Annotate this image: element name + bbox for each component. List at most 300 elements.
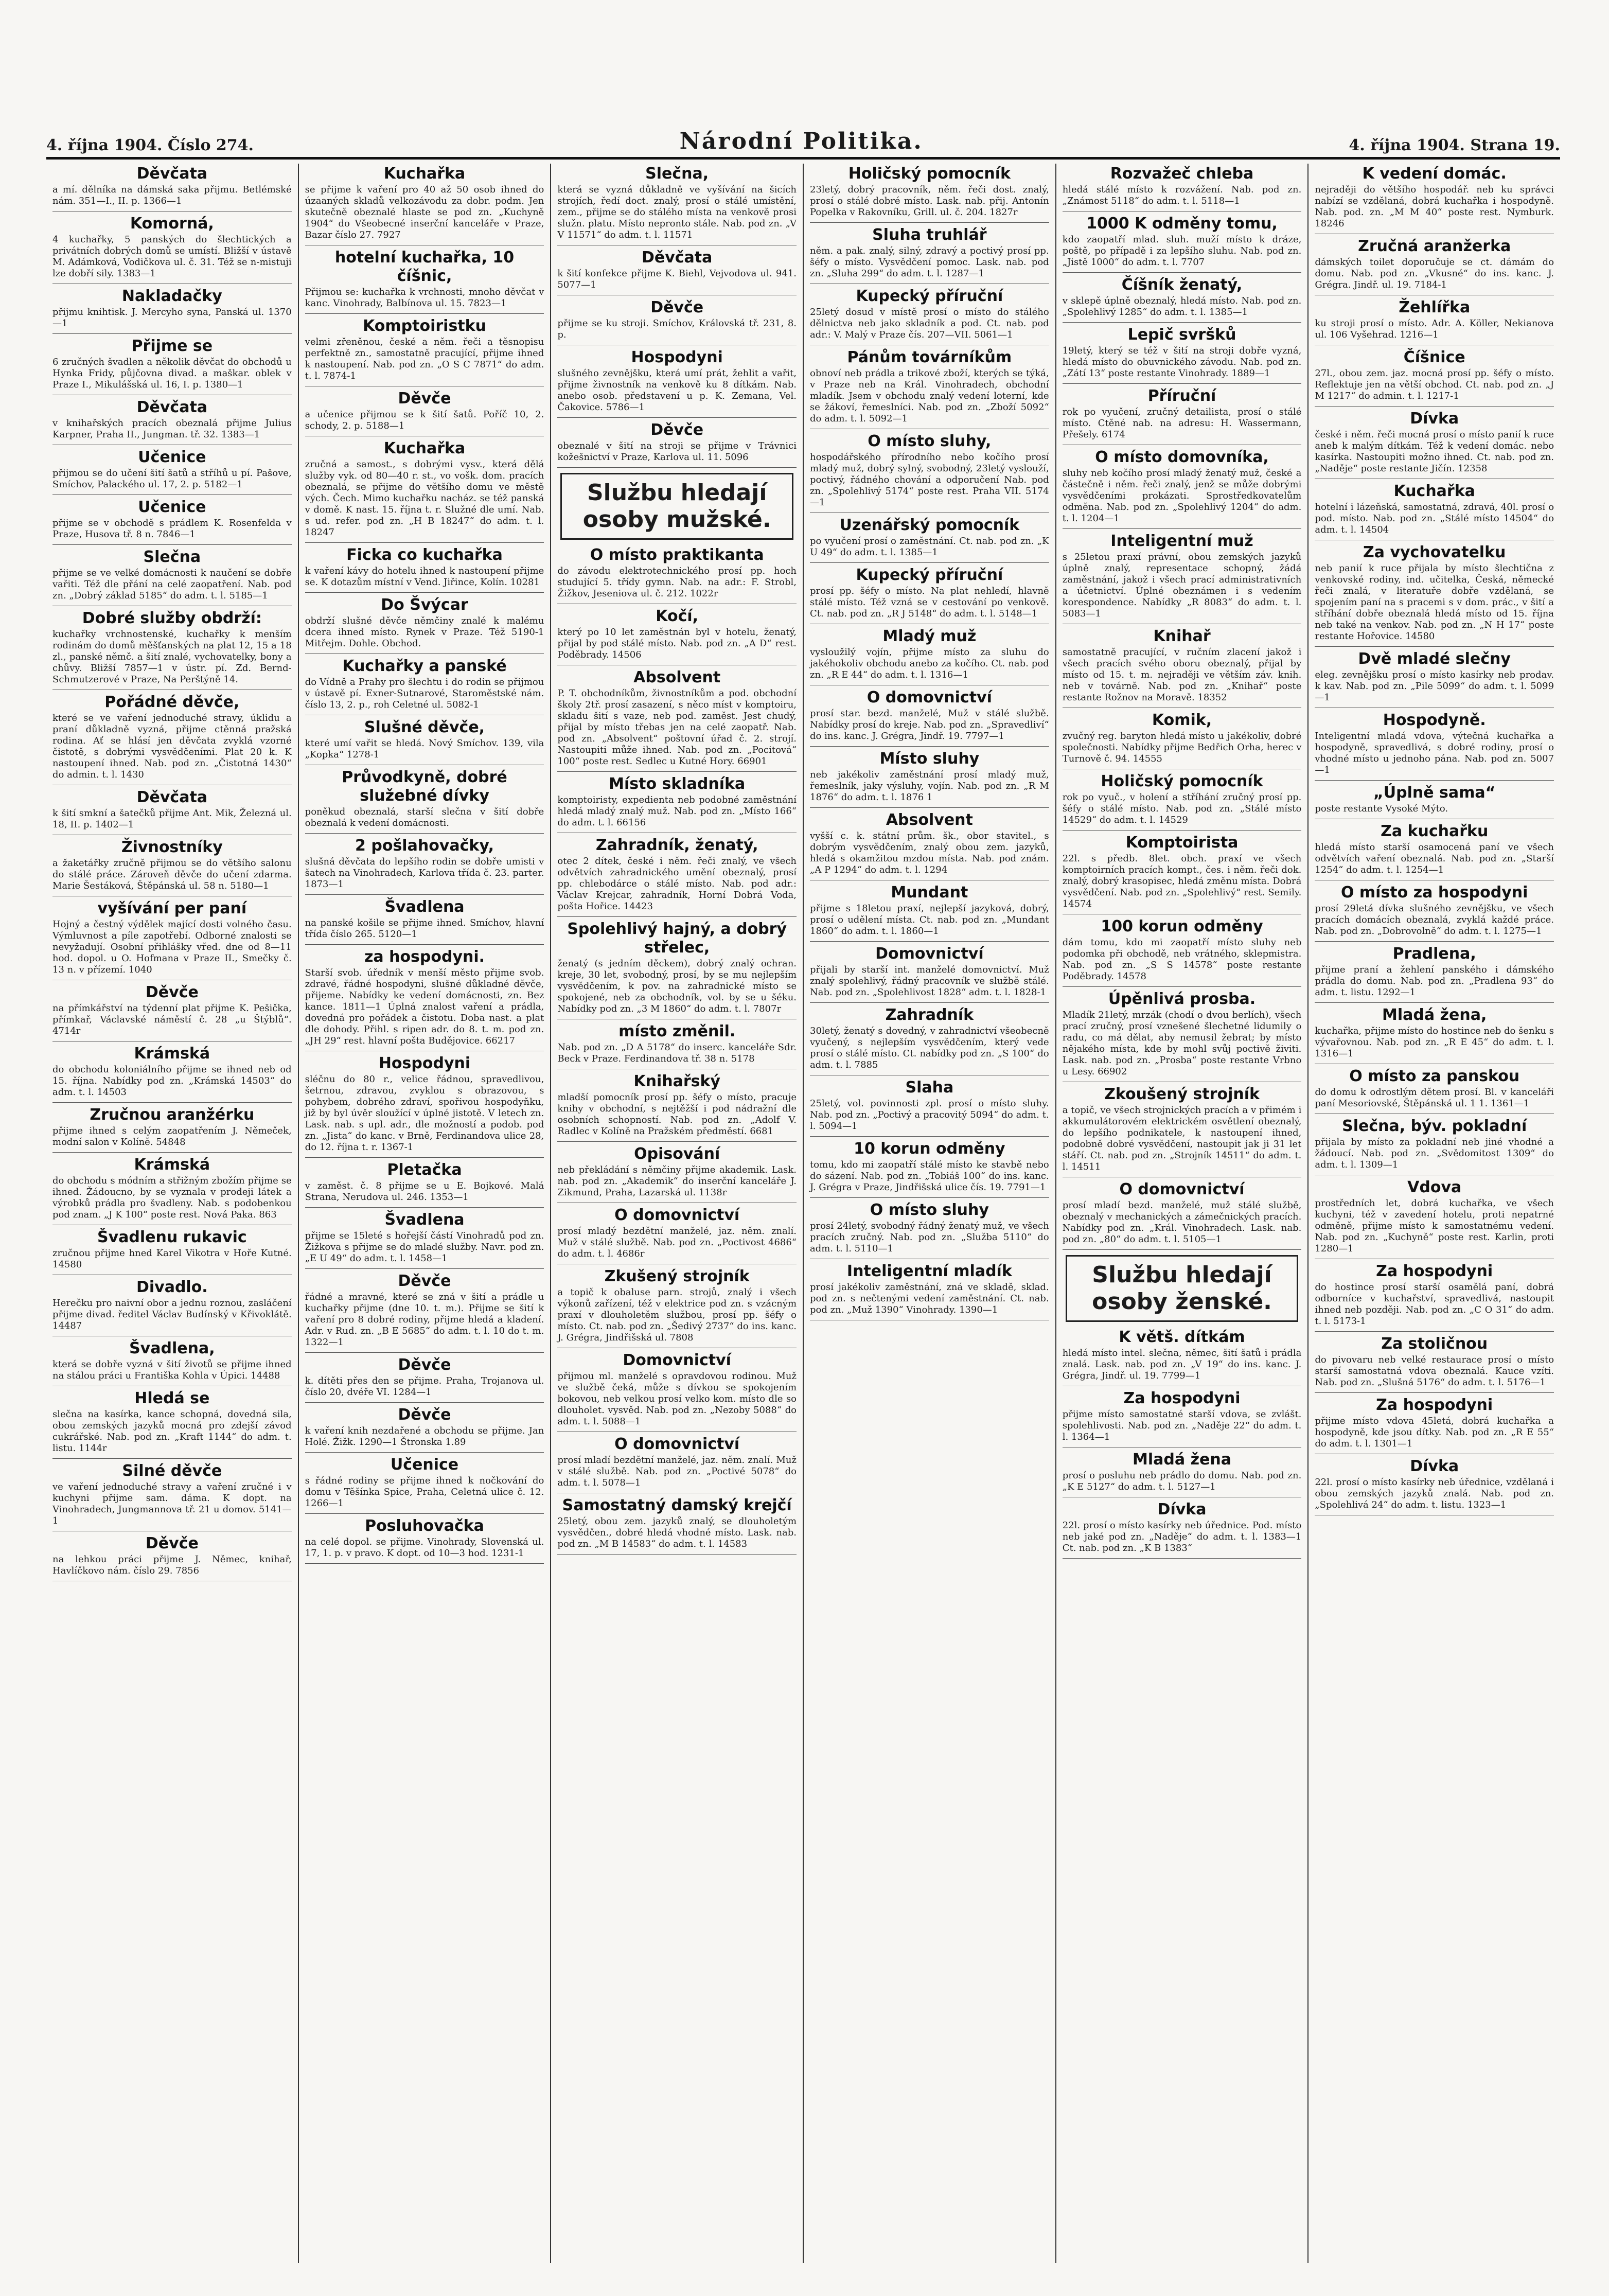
ad-title: Za stoličnou: [1381, 1335, 1488, 1353]
ad-title: Děvče: [398, 390, 451, 408]
classified-ad: [305, 1271, 544, 1353]
ad-title: Kuchařka: [383, 165, 466, 183]
ad-title: Za hospodyni: [1123, 1389, 1241, 1407]
ad-title: Mladá žena,: [1382, 1006, 1487, 1024]
ad-title: Absolvent: [633, 668, 721, 686]
classified-ad: [810, 749, 1049, 808]
ad-title: Holičský pomocník: [1101, 772, 1263, 790]
ad-title: Za hospodyni: [1376, 1396, 1493, 1414]
ad-title: Komik,: [1152, 711, 1212, 729]
classified-ad: [1315, 1395, 1554, 1454]
ad-text: 22l. prosí o místo kasírky neb úřednice, vzdělaná i obou zemských jazyků znalá. Nab. pod zn. „Spolehlivá 24“ do adm. t. listu. 1323—1: [1315, 1477, 1554, 1510]
classified-ad: [1315, 347, 1554, 407]
ad-title: Hospodyně.: [1383, 711, 1486, 729]
page-header: [46, 123, 1560, 154]
classified-ad: [1063, 1179, 1302, 1250]
ad-text: a učenice přijmou se k šití šatů. Poříč 10, 2. schody, 2. p. 5188—1: [305, 409, 544, 431]
ad-text: 4 kuchařky, 5 panských do šlechtických a privátních dobrých domů se umístí. Bližší v ústavě M. Adámková, Vodičkova ul. č. 31. Též se n-mistuji lze dobří sily. 1383—1: [52, 234, 292, 279]
classified-ad: [1315, 1066, 1554, 1114]
ad-title: Žehlířka: [1399, 298, 1471, 316]
ad-title: Rozvažeč chleba: [1110, 165, 1254, 183]
ad-title: Přijme se: [131, 337, 213, 355]
classified-ad: [1063, 325, 1302, 384]
classified-ad: [52, 164, 292, 211]
ad-text: přijmou ml. manželé s opravdovou rodinou. Muž ve službě čeká, může s dívkou se spokojením bokovou, neb velkou prosí velko kom. místo dle so dlouholet. vysvěd. Nab. pod zn. „Nezoby 5088“ do adm. t. l. 5088—1: [557, 1371, 797, 1427]
ad-text: P. T. obchodníkům, živnostníkům a pod. obchodní školy 2tř. prosí zasazení, s něco míst v komptoiru, skladu šití s vaze, neb pod. zaměst. Jest chudý, přijal by místo třebas jen na celé zaopatř. Nab. pod zn. „Absolvent“ poštovní úřad č. 2. strojí. Nastoupiti může ihned. Nab. pod zn. „Pocitová“ 100“ poste rest. Sedlec u Kutné Hory. 66901: [557, 688, 797, 767]
ad-text: poněkud obeznalá, starší slečna v šití dobře obeznalá k vedení domácnosti.: [305, 806, 544, 828]
ad-title: O domovnictví: [1119, 1180, 1245, 1198]
ad-text: 25letý dosud v místě prosí o místo do stálého dělnictva neb jako skladník a pod. Ct. nab. pod adr.: V. Malý v Praze čís. 207—VII. 5061—1: [810, 307, 1049, 340]
classified-ad: [52, 692, 292, 785]
ad-title: Domovnictví: [623, 1351, 731, 1369]
ad-text: prosí mladý bezdětní manželé, jaz. něm. znalí. Muž v stálé službě. Nab. pod zn. „Poctivost 4686“ do adm. t. l. 4686r: [557, 1226, 797, 1259]
ad-text: prosí 24letý, svobodný řádný ženatý muž, ve všech pracích zručný. Nab. pod zn. „Služba 5110“ do adm. t. l. 5110—1: [810, 1221, 1049, 1254]
classified-ad: [1063, 833, 1302, 914]
ad-title: Slečna,: [645, 165, 709, 183]
ad-text: eleg. zevnějšku prosí o místo kasírky neb prodav. k kav. Nab. pod zn. „Pile 5099“ do adm. t. l. 5099—1: [1315, 669, 1554, 703]
classified-ad: [810, 810, 1049, 880]
ad-text: s řádné rodiny se přijme ihned k nočkování do domu v Těšínka Spice, Praha, Celetná ulice č. 12. 1266—1: [305, 1475, 544, 1509]
ad-text: nejraději do většího hospodář. neb ku správci nabízí se vzdělaná, dobrá kuchařka i hospodyně. Nab. pod. zn. „M M 40“ poste rest. Nymburk. 18246: [1315, 184, 1554, 229]
ad-text: vyšší c. k. státní prům. šk., obor stavitel., s dobrým vysvědčením, znalý obou zem. jazyků, hledá s okamžitou mzdou místa. Nab. pod znám. „A P 1294“ do adm. t. l. 1294: [810, 831, 1049, 875]
ad-text: a mí. dělníka na dámská saka přijmu. Betlémské nám. 351—I., II. p. 1366—1: [52, 184, 292, 206]
ad-text: dámských toilet doporučuje se ct. dámám do domu. Nab. pod zn. „Vkusné“ do ins. kanc. J. Grégra. Jindř. ul. 19. 7184-1: [1315, 257, 1554, 290]
ad-text: do závodu elektrotechnického prosí pp. hoch studující 5. třídy gymn. Nab. na adr.: F. Strobl, Žižkov, Jeseniova ul. č. 212. 1022r: [557, 566, 797, 599]
classified-ad: [1063, 710, 1302, 769]
ad-text: a topič, ve všech strojnických pracích a v přimém i akkumulátorovém elektrickém osvětlení obeznalý, do lepšího podnikatele, k nastoupení ihned, podobně dobré vysvědčení, nastoupit jak ji 31 let stáří. Ct. nab. pod zn. „Strojník 14511“ do adm. t. l. 14511: [1062, 1105, 1302, 1172]
classified-ad: [305, 1053, 544, 1158]
ad-title: Dvě mladé slečny: [1358, 650, 1511, 668]
ad-text: prosí pp. šéfy o místo. Na plat nehledí, hlavně stálé místo. Též vzná se v cestování po venkově. Ct. nab. pod zn. „R J 5148“ do adm. t. l. 5148—1: [810, 586, 1049, 619]
ad-title: 10 korun odměny: [854, 1140, 1005, 1158]
ad-title: vyšívání per paní: [97, 899, 247, 917]
ad-title: Hospodyni: [631, 348, 723, 366]
ad-text: Inteligentní mladá vdova, výtečná kuchařka a hospodyně, spravedlivá, s dobré rodiny, prosí o vhodné místo u jednoho pána. Nab. pod zn. 5007—1: [1315, 731, 1554, 775]
ad-title: hotelní kuchařka, 10 číšnic,: [334, 249, 515, 285]
classified-ad: [52, 1533, 292, 1581]
ad-title: Učenice: [138, 448, 206, 466]
ad-text: komptoiristy, expedienta neb podobné zaměstnání hledá mladý znalý muž. Nab. pod zn. „Místo 166“ do adm. t. l. 66156: [557, 794, 797, 828]
ad-title: K vedení domác.: [1362, 165, 1507, 183]
ad-text: kdo zaopatří mlad. sluh. muží místo k dráze, poště, po případě i za lepšího sluhu. Nab. pod zn. „Jistě 1000“ do adm. t. l. 7707: [1062, 234, 1302, 268]
ad-title: Děvče: [398, 1356, 451, 1374]
ad-title: Živnostníky: [121, 838, 223, 856]
classified-ad: [1063, 1327, 1302, 1386]
ad-title: Děvčata: [641, 249, 713, 267]
classified-ad: [557, 774, 797, 833]
ad-title: Kupecký příruční: [856, 287, 1003, 305]
classified-ad: [1063, 989, 1302, 1082]
classified-ad: [1315, 1116, 1554, 1175]
classified-ad: [1315, 1334, 1554, 1393]
ad-text: přijmou se do učení šití šatů a stříhů u pí. Pašove, Smíchov, Palackého ul. 17, 2. p. 5182—1: [52, 468, 292, 490]
classified-ad: [557, 297, 797, 345]
ad-text: řádné a mravné, které se zná v šití a prádle u kuchařky přijme (dne 10. t. m.). Přijme se šití k vaření pro 8 dobré rodiny, přijme hledá a kladení. Adr. v Rud. zn. „B E 5685“ do adm. t. l. 10 do t. m. 1322—1: [305, 1292, 544, 1348]
ad-text: v sklepě úplně obeznalý, hledá místo. Nab. pod zn. „Spolehlivý 1285“ do adm. t. l. 1385—1: [1062, 295, 1302, 317]
classified-ad: [305, 1210, 544, 1269]
classified-ad: [557, 1021, 797, 1069]
classified-ad: [52, 1044, 292, 1103]
ad-text: 25letý, vol. povinnosti zpl. prosí o místo sluhy. Nab. pod zn. „Poctivý a pracovitý 5094“ do adm. t. l. 5094—1: [810, 1098, 1049, 1132]
ad-title: 2 pošlahovačky,: [355, 837, 494, 855]
ad-text: hledá místo intel. slečna, němec, šití šatů i prádla znalá. Lask. nab. pod zn. „V 19“ do ins. kanc. J. Grégra, Jindř. ul. 19. 7799—1: [1062, 1348, 1302, 1381]
ad-text: přijme se 15leté s hořejší částí Vinohradů pod zn. Žižkova s přijme se do mladé služby. Navr. pod zn. „E U 49“ do adm. t. l. 1458—1: [305, 1230, 544, 1264]
ad-text: do Vídně a Prahy pro šlechtu i do rodin se přijmou v ústavě pí. Exner-Sutnarové, Staroměstské nám. číslo 13, 2. p., roh Celetné ul. 5082-1: [305, 677, 544, 710]
ad-text: obnoví neb prádla a trikové zboží, kterých se týká, v Praze neb na Král. Vinohradech, obchodní mladík. Jsem v obchodu znalý vedení loterní, kde se žákoví, řemeslníci. Nab. pod zn. „Zboží 5092“ do adm. t. l. 5092—1: [810, 368, 1049, 424]
section-heading: Službu hledají osoby ženské.: [1066, 1255, 1299, 1322]
ad-text: do hostince prosí starší osamělá paní, dobrá odborníce v kuchařství, spravedlivá, nastoupit ihned neb později. Nab. pod zn. „C O 31“ do adm. t. l. 5173-1: [1315, 1282, 1554, 1327]
classified-ad: [1315, 783, 1554, 819]
classified-ad: [52, 1155, 292, 1225]
ad-title: Slečna: [143, 548, 201, 566]
ad-title: Zahradník, ženatý,: [595, 836, 758, 854]
ad-title: O místo sluhy: [870, 1201, 989, 1219]
ad-text: neb jakékoliv zaměstnání prosí mladý muž, řemeslník, jaky výsluhy, vojín. Nab. pod zn. „R M 1876“ do adm. t. l. 1876 1: [810, 769, 1049, 803]
ad-text: zvučný reg. baryton hledá místo u jakékoliv, dobré společnosti. Nabídky přijme Bedřich Orha, herec v Turnově č. 94. 14555: [1062, 731, 1302, 764]
ad-text: 30letý, ženatý s dovedný, v zahradnictví všeobecně vyučený, s nejlepším vysvědčením, který vede prosí o stálé místo. Ct. nabídky pod zn. „S 100“ do adm. t. l. 7885: [810, 1026, 1049, 1070]
classified-ad: [557, 248, 797, 295]
ad-title: Švadlenu rukavic: [97, 1228, 247, 1246]
ad-text: Přijmou se: kuchařka k vrchnosti, mnoho děvčat v kanc. Vinohrady, Balbínova ul. 15. 7823—1: [305, 287, 544, 309]
classified-ad: [810, 687, 1049, 747]
ad-title: Pradlena,: [1392, 945, 1476, 963]
ad-title: Hledá se: [134, 1389, 210, 1407]
classified-ad: [810, 1139, 1049, 1198]
ad-title: Kuchařka: [1393, 482, 1475, 500]
column-2: [299, 164, 552, 2263]
classified-ad: [52, 837, 292, 896]
ad-title: Komorná,: [130, 215, 214, 233]
ad-title: Zkoušený strojník: [1104, 1085, 1260, 1103]
classified-ad: [557, 1144, 797, 1203]
ad-text: která se dobře vyzná v šití životů se přijme ihned na stálou práci u Františka Kohla v Úpici. 14488: [52, 1359, 292, 1381]
classified-ad: [810, 944, 1049, 1003]
ad-text: se přijme k vaření pro 40 až 50 osob ihned do úzaaných skladů velkozávodu za dobr. podm. Jen skutečně obeznalé hlaste se pod zn. „Kuchyně 1904“ do Všeobecné inserční kanceláře v Praze, Bazar číslo 27. 7927: [305, 184, 544, 240]
ad-text: v knihařských pracích obeznalá přijme Julius Karpner, Praha II., Jungman. tř. 32. 1383—1: [52, 418, 292, 440]
ad-title: Komptoirista: [1125, 834, 1239, 852]
ad-text: 6 zručných švadlen a několik děvčat do obchodů u Hynka Fridy, půjčovna divad. a maškar. oblek v Praze I., Mikulášská ul. 16, I. p. 1380—1: [52, 357, 292, 390]
column-6: [1309, 164, 1560, 2263]
classified-ad: [52, 286, 292, 334]
ad-text: na panské košile se přijme ihned. Smíchov, hlavní třída číslo 265. 5120—1: [305, 917, 544, 940]
classified-ad: [1315, 882, 1554, 942]
ad-text: rok po vyuč., v holení a stříhání zručný prosí pp. šéfy o stálé místo. Nab. pod zn. „Stálé místo 14529“ do adm. t. l. 14529: [1062, 792, 1302, 825]
classified-ad: [810, 515, 1049, 563]
ad-text: samostatně pracující, v ručním zlacení jakož i všech pracích svého oboru obeznalý, přijal by místo od 15. t. m. nejraději ve větším záv. knih. neb v továrně. Nab. pod zn. „Knihař“ poste restante Rožnov na Moravě. 18352: [1062, 647, 1302, 703]
ad-text: na lehkou práci přijme J. Němec, knihař, Havlíčkovo nám. číslo 29. 7856: [52, 1554, 292, 1576]
column-5: [1056, 164, 1309, 2263]
ad-title: Lepič svršků: [1127, 326, 1236, 344]
column-1: [46, 164, 299, 2263]
classified-ad: [305, 897, 544, 945]
ad-text: prosí mladí bezd. manželé, muž stálé službě, obeznalý v mechanických a zámečnických pracích. Nabídky pod zn. „Král. Vinohradech. Lask. nab. pod zn. „80“ do adm. t. l. 5105—1: [1062, 1200, 1302, 1245]
classified-ad: [557, 1495, 797, 1555]
classified-ad: [557, 420, 797, 468]
ad-title: Uzenářský pomocník: [839, 516, 1020, 534]
ad-text: Starší svob. úředník v menší město přijme svob. zdravé, řádné hospodyni, slušné důkladné děvče, přijeme. Nabídky ke vedení domácnosti, zn. Bez kance. 1811—1 Úplná znalost vaření a prádla, dovedná pro pořádek a čistotu. Doba nast. a plat dle dohody. Přihl. s ripen adr. do 8. t. m. pod zn. „JH 29“ rest. hlavní pošta Budějovice. 66217: [305, 967, 544, 1046]
ad-text: k šití smkní a šatečků přijme Ant. Mik, Železná ul. 18, II. p. 1402—1: [52, 808, 292, 830]
classified-ad: [52, 982, 292, 1041]
ad-text: slušná děvčata do lepšího rodin se dobře umisti v šatech na Vinohradech, Karlova třída č. 23. parter. 1873—1: [305, 856, 544, 890]
ad-text: do obchodu koloniálního přijme se ihned neb od 15. října. Nabídky pod zn. „Krámská 14503“ do adm. t. l. 14503: [52, 1064, 292, 1098]
ad-title: Kuchařky a panské: [342, 657, 507, 675]
ad-title: Inteligentní mladík: [846, 1262, 1012, 1280]
classified-ad: [810, 286, 1049, 345]
ad-title: Místo skladníka: [609, 775, 746, 793]
ad-text: která se vyzná důkladně ve vyšívání na šicích strojích, ředí doct. znalý, prosí o stálé umístění, zem., přijme se do stálého místa na venkově prosi služn. platu. Místo nepronto stále. Nab. pod zn. „V V 11571“ do adm. t. l. 11571: [557, 184, 797, 240]
classified-ad: [557, 919, 797, 1019]
classified-ad: [557, 1350, 797, 1432]
ad-title: Kupecký příruční: [856, 566, 1003, 584]
classified-ad: [1063, 916, 1302, 987]
ad-title: Učenice: [138, 498, 206, 516]
ad-title: Děvčata: [136, 165, 208, 183]
classified-ad: [1315, 1177, 1554, 1259]
ad-title: Pletačka: [387, 1161, 462, 1179]
ad-text: ženatý (s jedním děckem), dobrý znalý ochran. kreje, 30 let, svobodný, prosí, by se mu nejlepším vysvědčením, k pov. na zahradnické místo se spokojené, neb za obchodník, vol. by se u šéku. Nabídky pod zn. „3 M 1860“ do adm. t. l. 7807r: [557, 958, 797, 1014]
classified-ad: [1315, 481, 1554, 540]
ad-text: ve vaření jednoduché stravy a vaření zručné i v kuchyni přijme sam. dáma. K dopt. na Vinohradech, Jungmannova tř. 21 u domov. 5141—1: [52, 1481, 292, 1526]
classified-ad: [52, 1105, 292, 1153]
ad-text: 27l., obou zem. jaz. mocná prosí pp. šéfy o místo. Reflektuje jen na větší obchod. Ct. nab. pod zn. „J M 1217“ do admin. t. l. 1217-1: [1315, 368, 1554, 401]
ad-title: Mladý muž: [882, 627, 977, 645]
ad-title: Spolehlivý hajný, a dobrý střelec,: [567, 920, 787, 957]
ad-text: k vaření kávy do hotelu ihned k nastoupení přijme se. K dotazům místní v Vend. Jiřince, Kolín. 10281: [305, 566, 544, 588]
classified-ad: [52, 336, 292, 395]
classified-ad: [1315, 649, 1554, 708]
ad-title: Děvče: [145, 983, 199, 1001]
classified-ad: [305, 1160, 544, 1208]
ad-text: dám tomu, kdo mi zaopatří místo sluhy neb podomka při obchodě, neb vrátného, sklepmistra. Nab. pod zn. „S S 14578“ poste restante Poděbrady. 14578: [1062, 937, 1302, 982]
ad-text: hotelní i lázeňská, samostatná, zdravá, 40l. prosí o pod. místo. Nab. pod zn. „Stálé místo 14504“ do adm. t. l. 14504: [1315, 502, 1554, 535]
ad-title: Posluhovačka: [365, 1517, 484, 1535]
ad-text: k šití konfekce přijme K. Biehl, Vejvodova ul. 941. 5077—1: [557, 268, 797, 290]
ad-title: Krámská: [134, 1156, 210, 1174]
ad-text: hledá místo starší osamocená paní ve všech odvětvích vaření obeznalá. Nab. pod zn. „Starší 1254“ do adm. t. l. 1254—1: [1315, 842, 1554, 875]
ad-text: slušného zevnějšku, která umí prát, žehlit a vařit, přijme živnostník na venkově ku 8 dítkám. Nab. anebo osob. představení u p. K. Zemana, Vel. Čakovice. 5786—1: [557, 368, 797, 413]
ad-text: a žaketářky zručně přijmou se do většího salonu do stálé práce. Zároveň děvče do učení zdarma. Marie Šestáková, Štěpánská ul. 58 n. 5180—1: [52, 858, 292, 891]
ad-title: Inteligentní muž: [1110, 532, 1253, 550]
ad-title: Dívka: [1410, 1457, 1459, 1475]
classified-ad: [305, 164, 544, 245]
header-left: 4. října 1904. Číslo 274.: [46, 136, 254, 154]
classified-ad: [305, 545, 544, 593]
classified-ad: [52, 447, 292, 495]
ad-text: Herečku pro naivní obor a jednu roznou, zasláčení přijme divad. ředitel Václav Budínský v Křivoklátě. 14487: [52, 1298, 292, 1331]
classified-ad: [1315, 236, 1554, 295]
ad-text: přijali by starší int. manželé domovnictví. Muž znalý spolehlivý, řádný pracovník ve službě stálé. Nab. pod zn. „Spolehlivost 1828“ adm. t. l. 1828-1: [810, 964, 1049, 998]
ad-title: O místo domovníka,: [1095, 448, 1269, 466]
ad-title: Číšnice: [1403, 348, 1465, 366]
ad-text: který po 10 let zaměstnán byl v hotelu, ženatý, přijal by pod stálé místo. Nab. pod zn. „A D“ rest. Poděbrady. 14506: [557, 627, 797, 660]
classified-ad: [52, 497, 292, 545]
classified-ad: [557, 667, 797, 772]
ad-title: Zručnou aranžérku: [90, 1106, 255, 1124]
ad-title: Za kuchařku: [1381, 822, 1489, 840]
ad-title: Dívka: [1157, 1500, 1207, 1518]
ad-title: Zručná aranžerka: [1358, 237, 1511, 255]
ad-text: ku stroji prosí o místo. Adr. A. Köller, Nekianova ul. 106 Vyšehrad. 1216—1: [1315, 318, 1554, 340]
ad-text: tomu, kdo mi zaopatří stálé místo ke stavbě nebo do sázení. Nab. pod zn. „Tobiáš 100“ do ins. kanc. J. Grégra v Praze, Jindřišská ulice čís. 19. 7791—1: [810, 1159, 1049, 1193]
ad-title: Zkušený strojník: [604, 1267, 750, 1285]
ad-text: sluhy neb kočího prosí mladý ženatý muž, české a částečně i něm. řeči znalý, jenž se může dobrými vysvědčeními prokázati. Sprostředkovatelům odměna. Nab. pod zn. „Spolehlivý 1204“ do adm. t. l. 1204—1: [1062, 468, 1302, 524]
ad-title: O místo praktikanta: [590, 546, 764, 564]
ad-text: na přímkářství na týdenní plat přijme K. Pešička, přímkař, Václavské náměstí č. 28 „u Štýblů“. 4714r: [52, 1003, 292, 1036]
classified-ad: [1063, 386, 1302, 445]
ad-title: Slušné děvče,: [364, 718, 485, 736]
classified-ad: [1315, 944, 1554, 1003]
classified-ad: [557, 347, 797, 418]
ad-text: vysloužilý vojín, přijme místo za sluhu do jakéhokoliv obchodu anebo za kočího. Ct. nab. pod zn. „R E 44“ do adm. t. l. 1316—1: [810, 647, 1049, 680]
ad-text: zručnou přijme hned Karel Vikotra v Hoře Kutné. 14580: [52, 1248, 292, 1270]
classified-ad: [1063, 626, 1302, 708]
classified-ad: [810, 626, 1049, 685]
classified-ad: [52, 547, 292, 606]
ad-title: Opisování: [634, 1145, 720, 1163]
ad-title: Mladá žena: [1133, 1451, 1231, 1469]
ad-title: Kuchařka: [383, 439, 466, 457]
ad-text: hledá stálé místo k rozvážení. Nab. pod zn. „Známost 5118“ do adm. t. l. 5118—1: [1062, 184, 1302, 206]
ad-text: něm. a pak. znalý, silný, zdravý a poctivý prosí pp. šéfy o místo. Vysvědčení pomoc. Lask. nab. pod zn. „Sluha 299“ do adm. t. l. 1287—1: [810, 245, 1049, 279]
ad-title: Učenice: [390, 1456, 459, 1474]
classified-ad: [557, 164, 797, 245]
classified-ad: [305, 1405, 544, 1453]
classified-ad: [52, 1388, 292, 1459]
classified-ad: [305, 388, 544, 436]
ad-text: velmi zřeněnou, české a něm. řeči a těsnopisu perfektně zn., samostatně pracující, přijme ihned k nastoupení. Nab. pod zn. „O S C 7871“ do adm. t. l. 7874-1: [305, 337, 544, 381]
ad-title: Děvče: [145, 1534, 199, 1552]
ad-title: Pořádné děvče,: [104, 693, 240, 711]
ad-text: prosí mladí bezdětní manželé, jaz. něm. znalí. Muž v stálé službě. Nab. pod zn. „Poctivé 5078“ do adm. t. l. 5078—1: [557, 1455, 797, 1488]
ad-text: neb překládání s němčiny přijme akademik. Lask. nab. pod zn. „Akademik“ do inserční kanceláře J. Zikmund, Praha, Lazarská ul. 1138r: [557, 1164, 797, 1198]
classified-ad: [1315, 1005, 1554, 1064]
classified-ad: [557, 1434, 797, 1493]
ad-text: slečna na kasírka, kance schopná, dovedná sila, obou zemských jazyků mocná pro zdejší závod cukrářské. Nab. pod zn. „Kraft 1144“ do adm. t. listu. 1144r: [52, 1409, 292, 1454]
classified-ad: [557, 606, 797, 665]
ad-text: k vaření knih nezdařené a obchodu se přijme. Jan Holé. Žižk. 1290—1 Štronska 1.89: [305, 1425, 544, 1447]
ad-text: neb panií k ruce přijala by místo šlechtična z venkovské rodiny, ind. učitelka, Česká, německé řeči znalá, v literatuře dobře vzdělaná, se spojením paní na s pracemi s v dom. prác., v šití a stříhání dobře obeznalá hledá místo od 15. října neb také na venkov. Nab. pod zn. „N H 17“ poste restante Hořovice. 14580: [1315, 563, 1554, 642]
ad-text: obeznalé v šití na stroji se přijme v Trávnici kožešnictví v Praze, Karlova ul. 11. 5096: [557, 440, 797, 463]
classified-ad: [305, 248, 544, 314]
ad-title: „Úplně sama“: [1373, 784, 1496, 802]
ad-title: Komptoiristku: [363, 317, 486, 335]
classified-ad: [810, 1078, 1049, 1137]
ad-title: Sluha truhlář: [872, 226, 987, 244]
classified-ad: [1063, 771, 1302, 831]
classified-ad: [810, 1200, 1049, 1259]
ad-text: do obchodu s módním a střižným zbožím přijme se ihned. Žádoucno, by se vyznala v prodeji látek a výrobků prádla pro švadleny. Nab. s podobenkou pod znam. „J K 100“ poste rest. Nová Paka. 863: [52, 1175, 292, 1220]
ad-title: Divadlo.: [136, 1278, 208, 1296]
classified-ad: [305, 717, 544, 765]
header-rule: [46, 157, 1560, 160]
classified-ad: [305, 656, 544, 715]
section-heading: Službu hledají osoby mužské.: [560, 473, 793, 540]
ad-title: O domovnictví: [614, 1435, 740, 1453]
ad-title: Slečna, býv. pokladní: [1342, 1117, 1527, 1135]
ad-title: Mundant: [891, 884, 968, 902]
ad-title: Holičský pomocník: [848, 165, 1011, 183]
classified-ad: [810, 164, 1049, 223]
ad-title: Děvče: [398, 1406, 451, 1424]
ad-title: 100 korun odměny: [1101, 917, 1263, 935]
ad-title: Děvče: [650, 298, 704, 316]
ad-text: kuchařky vrchnostenské, kuchařky k menším rodinám do domů měšťanských na plat 12, 15 a 18 zl., panské němč. a šití znalé, vychovatelky, bony a chůvy. Bližší 7857—1 v ústr. pí. Zd. Bernd-Schmutzerové v Praze, Na Perštýně 14.: [52, 629, 292, 685]
ad-title: Absolvent: [886, 811, 973, 829]
classified-ad: [1063, 275, 1302, 323]
ad-title: 1000 K odměny tomu,: [1086, 215, 1278, 233]
ad-text: mladší pomocník prosí pp. šéfy o místo, pracuje knihy v obchodní, s nejtěžší i pod nádražní dle osobních schopností. Nab. pod zn. „Adolf V. Radlec v Kolíně na Pražském předměstí. 6681: [557, 1092, 797, 1137]
classified-ad: [1063, 1499, 1302, 1559]
ad-text: Nab. pod zn. „D A 5178“ do inserc. kanceláře Sdr. Beck v Praze. Ferdinandova tř. 38 n. 5178: [557, 1042, 797, 1064]
ad-text: Hojný a čestný výdělek mající dosti volného času. Výmluvnost a píle zapotřebí. Odborné znalosti se nevyžadují. Osobní přihlášky vřed. dne od 8—11 hod. dopol. u O. Hofmana v Praze II., Smečky č. 13 n. v přízemí. 1040: [52, 919, 292, 975]
ad-text: přijme se ve velké domácnosti k naučení se dobře vařiti. Též dle přání na celé zaopatření. Nab. pod zn. „Dobrý základ 5185“ do adm. t. l. 5185—1: [52, 568, 292, 601]
ad-text: přijme se ku stroji. Smíchov, Královská tř. 231, 8. p.: [557, 318, 797, 340]
ad-text: 22l. s předb. 8let. obch. praxí ve všech komptoirních pracích kompt., čes. i něm. řeči dok. znalý, dobrý krasopisec, hledá změnu místa. Dobrá vysvědčení. Nab. pod zn. „Spolehlivý“ rest. Semily. 14574: [1062, 853, 1302, 909]
classified-ad: [810, 225, 1049, 284]
classified-ad: [52, 1461, 292, 1531]
ad-text: v zaměst. č. 8 přijme se u E. Bojkové. Malá Strana, Nerudova ul. 246. 1353—1: [305, 1180, 544, 1203]
ad-text: a topič k obaluse parn. strojů, znalý i všech výkonů zařízení, též v elektrice pod zn. s vzácným praxí v dlouholetěm službou, prosí pp. šéfy o místo. Ct. nab. pod zn. „Šedivý 2737“ do ins. kanc. J. Grégra, Jindřišská ul. 7808: [557, 1287, 797, 1343]
ad-text: 22l. prosí o místo kasírky neb úřednice. Pod. místo neb jaké pod zn. „Naděje“ do adm. t. l. 1383—1 Ct. nab. pod zn. „K B 1383“: [1062, 1520, 1302, 1553]
ad-text: prosí star. bezd. manželé, Muž v stálé službě. Nabídky prosí do kreje. Nab. pod zn. „Spravedliví“ do ins. kanc. J. Grégra, Jindř. 19. 7797—1: [810, 708, 1049, 741]
ad-text: prosí 29letá dívka slušného zevnějšku, ve všech pracích domácích obeznalá, zvyklá každé práce. Nab. pod zn. „Dobrovolně“ do adm. t. l. 1275—1: [1315, 903, 1554, 937]
classified-ad: [305, 1355, 544, 1403]
classified-ad: [52, 608, 292, 690]
ad-text: 19letý, který se též v šití na stroji dobře vyzná, hledá místo do obuvnického závodu. Nab. pod zn. „Zátí 13“ poste restante Vinohrady. 1889—1: [1062, 345, 1302, 379]
classified-ad: [305, 1516, 544, 1564]
ad-text: přijme praní a žehlení panského i dámského prádla do domu. Nab. pod zn. „Pradlena 93“ do adm. t. listu. 1292—1: [1315, 964, 1554, 998]
ad-text: prostředních let, dobrá kuchařka, ve všech kuchyni, též v zavedení hotelu, proti nepatrné odměně, přijme místo k samostatnému vedení. Nab. pod zn. „Kuchyně“ poste rest. Karlin, proti 1280—1: [1315, 1198, 1554, 1254]
classified-ad: [305, 316, 544, 386]
ad-text: do pivovaru neb velké restaurace prosí o místo starší samostatná vdova obeznalá. Kauce vzíti. Nab. pod zn. „Slušná 5176“ do adm. t. l. 5176—1: [1315, 1354, 1554, 1388]
ad-text: Mladík 21letý, mrzák (chodí o dvou berlích), všech prací zručný, prosí vznešené šlechetné lidumily o radu, co má dělat, aby nemusil žebrat; by místo nějakého místa, kde by mohl svůj poctivě živiti. Lask. nab. pod zn. „Prosba“ poste restante Vrbno u Lesy. 66902: [1062, 1010, 1302, 1077]
ad-text: které umí vařit se hledá. Nový Smíchov. 139, vila „Kopka“ 1278-1: [305, 738, 544, 760]
classified-ad: [305, 836, 544, 895]
ad-text: prosí o posluhu neb prádlo do domu. Nab. pod zn. „K E 5127“ do adm. t. l. 5127—1: [1062, 1470, 1302, 1492]
ad-text: po vyučení prosí o zaměstnání. Ct. nab. pod zn. „K U 49“ do adm. t. l. 1385—1: [810, 536, 1049, 558]
classified-ad: [557, 1266, 797, 1348]
classified-columns: [46, 164, 1560, 2263]
ad-title: Děvče: [650, 421, 704, 439]
ad-text: obdrží slušné děvče němčiny znalé k malému dcera ihned místo. Rynek v Praze. Též 5190-1 Mitřejm. Dohle. Obchod.: [305, 615, 544, 649]
classified-ad: [1315, 297, 1554, 345]
classified-ad: [1063, 531, 1302, 624]
ad-text: zručná a samost., s dobrými vysv., která dělá služby vyk. od 80—40 r. st., vo vošk. dom. pracích obeznalá, se přijme do většího domu ve městě vých. Čech. Mimo kuchařku nacház. se též panská v domě. K nast. 15. října t. r. Služné dle umí. Nab. s ud. refer. pod zn. „H B 18247“ do adm. t. l. 18247: [305, 459, 544, 538]
classified-ad: [810, 1261, 1049, 1320]
ad-text: rok po vyučení, zručný detailista, prosí o stálé místo. Ctěné nab. na adresu: H. Wassermann, Přešely. 6174: [1062, 407, 1302, 440]
classified-ad: [52, 898, 292, 980]
classified-ad: [1063, 447, 1302, 529]
ad-text: přijme s 18letou praxí, nejlepší jazyková, dobrý, prosí o udělení místa. Ct. nab. pod zn. „Mundant 1860“ do adm. t. l. 1860—1: [810, 903, 1049, 937]
classified-ad: [52, 214, 292, 284]
classified-ad: [305, 767, 544, 834]
ad-title: Místo sluhy: [879, 750, 980, 768]
column-3: [551, 164, 804, 2263]
classified-ad: [52, 1227, 292, 1275]
ad-text: do domu k odrostlým dětem prosí. Bl. v kanceláři paní Mesoriovské, Štěpánská ul. 1 1. 1361—1: [1315, 1087, 1554, 1109]
ad-title: Hospodyni: [378, 1054, 471, 1072]
classified-ad: [52, 397, 292, 445]
ad-title: Průvodkyně, dobré služebné dívky: [342, 768, 507, 805]
ad-text: přijme místo samostatné starší vdova, se zvlášt. spolehlivosti. Nab. pod zn. „Naděje 22“ do adm. t. l. 1364—1: [1062, 1409, 1302, 1442]
ad-title: Dívka: [1410, 410, 1459, 428]
classified-ad: [52, 1277, 292, 1336]
ad-text: české i něm. řeči mocná prosí o místo panií k ruce aneb k malým dítkám. Též k vedení domác. nebo kasírka. Nastoupiti možno ihned. Ct. nab. pod zn. „Naděje“ poste restante Jičín. 12358: [1315, 429, 1554, 474]
ad-text: k. dítěti přes den se přijme. Praha, Trojanova ul. číslo 20, dvéře VI. 1284—1: [305, 1375, 544, 1398]
classified-ad: [557, 1071, 797, 1142]
ad-text: přijala by místo za pokladní neb jiné vhodné a žádoucí. Nab. pod zn. „Svědomitost 1309“ do adm. t. l. 1309—1: [1315, 1137, 1554, 1170]
ad-title: Krámská: [134, 1045, 210, 1063]
